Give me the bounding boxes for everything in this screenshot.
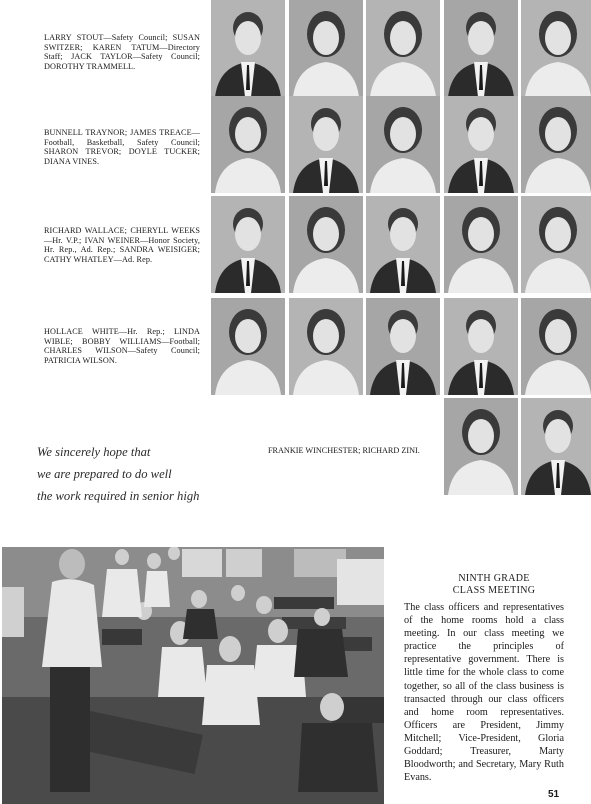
student-portrait [521,96,591,193]
section-body: The class officers and representatives of the home rooms hold a class meeting. In our class meeting we practice the principles of representative government. There is little time for the whole class to come together, so all of the class business is transacted through our class officers and home room representatives. Officers are President, Jimmy Mitchell; Vice-President, Gloria Goddard; Treasurer, Marty Bloodworth; and Secretary, Mary Ruth Evans. [404,602,564,784]
student-portrait [521,398,591,495]
student-portrait [444,398,518,495]
student-portrait [211,298,285,395]
class-meeting-photo [2,547,384,804]
motto-line-1: We sincerely hope that [37,445,151,459]
student-portrait [521,298,591,395]
row-4-caption: HOLLACE WHITE—Hr. Rep.; LINDA WIBLE; BOBBY WILLIAMS—Football; CHARLES WILSON—Safety Council; PATRICIA WILSON. [44,327,200,365]
student-portrait [366,298,440,395]
student-portrait [211,96,285,193]
student-portrait [444,196,518,293]
student-portrait [289,96,363,193]
student-portrait [521,196,591,293]
student-portrait [366,96,440,193]
student-portrait [366,0,440,97]
section-title-line-2: CLASS MEETING [452,584,536,596]
row-1-caption: LARRY STOUT—Safety Council; SUSAN SWITZER; KAREN TATUM—Directory Staff; JACK TAYLOR—Safety Council; DOROTHY TRAMMELL. [44,33,200,71]
student-portrait [521,0,591,97]
motto [37,441,267,507]
motto-line-3: the work required in senior high [37,489,200,503]
student-portrait [211,196,285,293]
student-portrait [289,298,363,395]
row-5-caption: FRANKIE WINCHESTER; RICHARD ZINI. [268,446,420,455]
page-number: 51 [548,789,560,800]
student-portrait [444,0,518,97]
student-portrait [444,298,518,395]
student-portrait [211,0,285,97]
section-title [400,573,588,596]
section-title-line-1: NINTH GRADE [458,573,530,584]
row-2-caption: BUNNELL TRAYNOR; JAMES TREACE—Football, Basketball, Safety Council; SHARON TREVOR; DOYLE TUCKER; DIANA VINES. [44,128,200,166]
motto-line-2: we are prepared to do well [37,467,172,481]
row-3-caption: RICHARD WALLACE; CHERYLL WEEKS—Hr. V.P.; IVAN WEINER—Honor Society, Hr. Rep., Ad. Rep.; SANDRA WEISIGER; CATHY WHATLEY—Ad. Rep. [44,226,200,264]
student-portrait [289,196,363,293]
student-portrait [289,0,363,97]
student-portrait [444,96,518,193]
student-portrait [366,196,440,293]
